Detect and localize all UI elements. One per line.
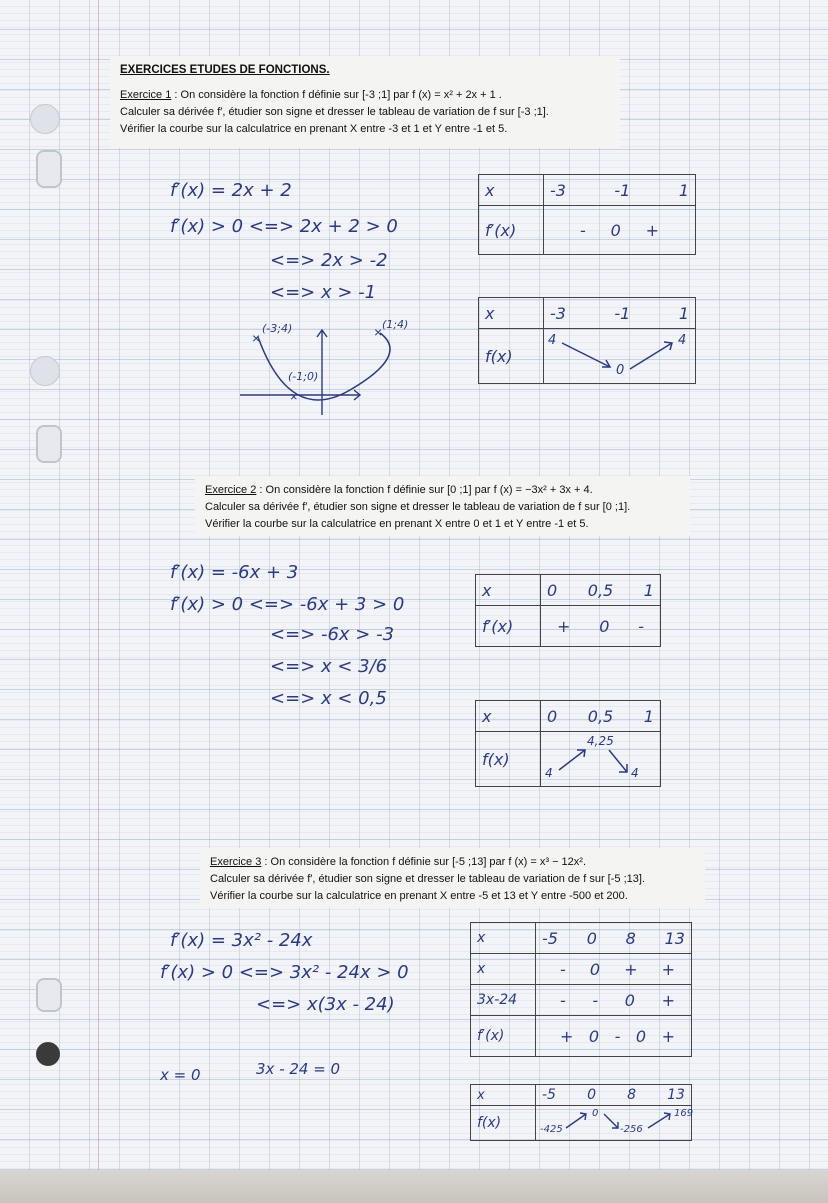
ex3-var-x-val: 8 <box>627 1087 637 1103</box>
ex2-var-val: 4,25 <box>587 734 614 748</box>
desk-edge <box>0 1170 828 1203</box>
ex1-sign-x-label: x <box>479 175 544 206</box>
ex3-sign-x-val: -5 <box>542 928 558 948</box>
ex2-sign-x-val: 0,5 <box>587 580 614 600</box>
ex3-sign-table <box>470 922 692 1057</box>
exercise-2-statement <box>195 476 690 536</box>
ex3-sign-x-val: 13 <box>664 928 685 948</box>
ex2-variation-arrows <box>541 732 661 788</box>
binder-slot <box>36 425 62 463</box>
ex3-sign: - <box>560 990 566 1010</box>
ex1-sign: + <box>645 220 659 240</box>
ex1-sign-x-val: -1 <box>614 180 631 200</box>
ex2-sign-f-label: f′(x) <box>476 606 541 647</box>
ex2-var-val: 4 <box>545 766 553 780</box>
ex3-variation-table <box>470 1084 692 1141</box>
ex2-var-x-label: x <box>476 701 541 732</box>
exercise-3-label: Exercice 3 <box>210 856 262 868</box>
ex3-var-val: 0 <box>592 1108 599 1119</box>
ex1-var-x-val: -3 <box>550 303 566 323</box>
ex2-var-f-label: f(x) <box>476 732 541 787</box>
binder-slot <box>36 978 62 1012</box>
binder-slot <box>36 150 62 188</box>
exercise-1-line-3: Vérifier la courbe sur la calculatrice en prenant X entre -3 et 1 et Y entre -1 et 5. <box>120 123 508 135</box>
ex1-var-x-val: 1 <box>678 303 689 323</box>
ex3-sign: 0 <box>589 959 601 979</box>
ex1-var-f-label: f(x) <box>479 329 544 384</box>
ex2-inequality: f′(x) > 0 <=> -6x + 3 > 0 <box>170 594 405 615</box>
punch-hole <box>30 104 60 134</box>
ex2-sign-table <box>475 574 661 647</box>
svg-text:×: × <box>374 324 383 340</box>
ex2-var-val: 4 <box>631 766 639 780</box>
svg-text:×: × <box>252 330 261 346</box>
ex3-var-x-label: x <box>471 1085 536 1106</box>
ex1-variation-table <box>478 297 696 384</box>
ex3-sign-x-label: x <box>471 923 536 954</box>
ex1-point-left: (-3;4) <box>262 322 293 335</box>
exercise-2-line-2: Calculer sa dérivée f′, étudier son signe et dresser le tableau de variation de f sur [0 ;1]. <box>205 501 631 513</box>
exercise-3-line-2: Calculer sa dérivée f′, étudier son signe et dresser le tableau de variation de f sur [-5 ;13]. <box>210 873 645 885</box>
ex3-sign-x-val: 0 <box>586 928 597 948</box>
ex1-sign-x-val: -3 <box>550 180 566 200</box>
ex1-point-min: (-1;0) <box>288 370 319 383</box>
ex2-step: <=> x < 0,5 <box>270 688 387 709</box>
ex2-sign-x-label: x <box>476 575 541 606</box>
ex1-inequality: f′(x) > 0 <=> 2x + 2 > 0 <box>170 216 398 237</box>
ex3-inequality: f′(x) > 0 <=> 3x² - 24x > 0 <box>160 962 409 983</box>
ex3-row-label: x <box>471 954 536 985</box>
ex3-sign: - <box>560 959 566 979</box>
ex1-sign: - <box>580 220 586 240</box>
ex3-sign: 0 <box>635 1026 647 1046</box>
ex1-variation-arrows <box>544 329 704 385</box>
exercise-3-statement <box>200 848 705 908</box>
ex2-step: <=> -6x > -3 <box>270 624 395 645</box>
ex3-sign: + <box>560 1026 574 1046</box>
ex1-derivative: f′(x) = 2x + 2 <box>170 180 292 201</box>
ex2-sign: - <box>638 616 644 636</box>
ex1-step: <=> 2x > -2 <box>270 250 388 271</box>
ex1-step: <=> x > -1 <box>270 282 377 303</box>
ex3-sign-x-val: 8 <box>625 928 636 948</box>
margin-line <box>98 0 99 1203</box>
ex3-root-2: 3x - 24 = 0 <box>256 1060 341 1078</box>
ex3-variation-arrows <box>536 1106 696 1142</box>
ex3-sign: + <box>661 959 675 979</box>
page-title: EXERCICES ETUDES DE FONCTIONS. <box>120 64 330 76</box>
ex2-variation-table <box>475 700 661 787</box>
ex2-sign-x-val: 1 <box>643 580 654 600</box>
ex1-sign-table <box>478 174 696 255</box>
exercise-2-line-3: Vérifier la courbe sur la calculatrice en prenant X entre 0 et 1 et Y entre -1 et 5. <box>205 518 589 530</box>
ex1-point-right: (1;4) <box>382 318 409 331</box>
ex3-row-label: f′(x) <box>471 1016 536 1057</box>
ex3-var-val: -256 <box>620 1124 643 1135</box>
exercise-3-line-1: : On considère la fonction f définie sur [-5 ;13] par f (x) = x³ − 12x². <box>261 856 587 868</box>
ex3-row-label: 3x-24 <box>471 985 536 1016</box>
punch-hole <box>30 356 60 386</box>
exercise-2-line-1: : On considère la fonction f définie sur [0 ;1] par f (x) = −3x² + 3x + 4. <box>256 484 593 496</box>
ex3-step: <=> x(3x - 24) <box>256 994 395 1015</box>
ex3-sign: 0 <box>624 990 635 1010</box>
exercise-1-line-2: Calculer sa dérivée f′, étudier son signe et dresser le tableau de variation de f sur [-3 ;1]. <box>120 106 549 118</box>
ex1-var-x-label: x <box>479 298 544 329</box>
ex3-var-val: 169 <box>674 1108 694 1119</box>
punch-hole <box>36 1042 60 1066</box>
ex3-sign: + <box>661 1026 675 1046</box>
ex2-var-x-val: 0 <box>547 706 558 726</box>
ex1-var-val: 0 <box>616 363 625 378</box>
ex2-step: <=> x < 3/6 <box>270 656 388 677</box>
ex3-var-x-val: -5 <box>542 1087 556 1103</box>
ex2-sign: 0 <box>599 616 610 636</box>
ex3-var-x-val: 13 <box>667 1087 685 1103</box>
exercise-1-line-1: : On considère la fonction f définie sur [-3 ;1] par f (x) = x² + 2x + 1 . <box>171 89 502 101</box>
ex1-var-x-val: -1 <box>614 303 631 323</box>
ex3-derivative: f′(x) = 3x² - 24x <box>170 930 313 951</box>
ex3-sign: 0 <box>588 1026 600 1046</box>
ex2-sign-x-val: 0 <box>547 580 558 600</box>
ex2-derivative: f′(x) = -6x + 3 <box>170 562 299 583</box>
svg-text:×: × <box>290 389 298 404</box>
ex2-var-x-val: 0,5 <box>587 706 614 726</box>
exercise-2-label: Exercice 2 <box>205 484 257 496</box>
ex3-var-x-val: 0 <box>587 1087 596 1103</box>
ex3-sign: + <box>661 990 675 1010</box>
ex1-sign-f-label: f′(x) <box>479 206 544 255</box>
ex3-var-val: -425 <box>540 1124 563 1135</box>
ex1-sign: 0 <box>610 220 621 240</box>
ex3-sign: - <box>592 990 599 1010</box>
ex1-sketch-graph <box>230 315 430 425</box>
ex1-sign-x-val: 1 <box>678 180 689 200</box>
ex3-root-1: x = 0 <box>160 1066 201 1084</box>
ex3-sign: - <box>614 1026 621 1046</box>
ex2-sign: + <box>557 616 571 636</box>
exercise-1-label: Exercice 1 <box>120 89 172 101</box>
ex2-var-x-val: 1 <box>643 706 654 726</box>
ex1-var-val: 4 <box>678 333 687 348</box>
exercise-1-statement <box>110 56 620 148</box>
exercise-3-line-3: Vérifier la courbe sur la calculatrice en prenant X entre -5 et 13 et Y entre -500 et 200. <box>210 890 628 902</box>
ex3-sign: + <box>624 959 638 979</box>
ex1-var-val: 4 <box>548 333 557 348</box>
ex3-var-f-label: f(x) <box>471 1106 536 1141</box>
